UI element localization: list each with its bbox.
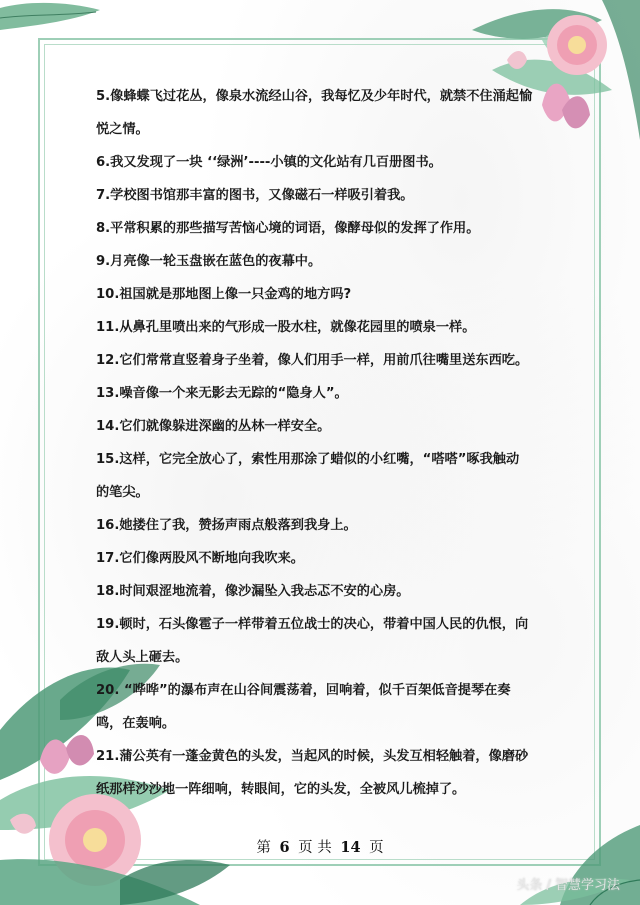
source-watermark: 头条 / 智慧学习法 xyxy=(516,878,620,893)
sentence-item xyxy=(96,575,532,608)
sentence-line: 12.它们常常直竖着身子坐着，像人们用手一样，用前爪往嘴里送东西吃。 xyxy=(96,353,529,368)
sentence-line: 悦之情。 xyxy=(96,122,149,137)
sentence-line: 鸣，在轰响。 xyxy=(96,716,176,731)
sentence-line: 9.月亮像一轮玉盘嵌在蓝色的夜幕中。 xyxy=(96,254,322,269)
sentence-item xyxy=(96,212,532,245)
sentence-line: 20. “哗哗”的瀑布声在山谷间震荡着，回响着，似千百架低音提琴在奏 xyxy=(96,683,511,698)
sentence-item xyxy=(96,179,532,212)
sentence-item xyxy=(96,740,532,806)
sentence-item xyxy=(96,443,532,509)
sentence-item xyxy=(96,674,532,740)
current-page-number: 6 xyxy=(279,839,290,856)
sentence-item xyxy=(96,377,532,410)
sentence-line: 13.噪音像一个来无影去无踪的“隐身人”。 xyxy=(96,386,348,401)
sentence-item xyxy=(96,278,532,311)
sentence-line: 的笔尖。 xyxy=(96,485,149,500)
footer-prefix: 第 xyxy=(256,840,271,856)
footer-suffix: 页 xyxy=(369,840,384,856)
sentence-line: 17.它们像两股风不断地向我吹来。 xyxy=(96,551,304,566)
sentence-item xyxy=(96,542,532,575)
sentence-item xyxy=(96,245,532,278)
sentence-line: 19.顿时，石头像雹子一样带着五位战士的决心，带着中国人民的仇恨，向 xyxy=(96,617,529,632)
sentence-line: 5.像蜂蝶飞过花丛，像泉水流经山谷，我每忆及少年时代，就禁不住涌起愉 xyxy=(96,89,533,104)
page-footer xyxy=(0,836,640,857)
sentence-line: 敌人头上砸去。 xyxy=(96,650,189,665)
sentence-item xyxy=(96,344,532,377)
sentence-line: 纸那样沙沙地一阵细响，转眼间，它的头发，全被风儿梳掉了。 xyxy=(96,782,466,797)
sentence-list xyxy=(96,80,532,806)
sentence-line: 11.从鼻孔里喷出来的气形成一股水柱，就像花园里的喷泉一样。 xyxy=(96,320,476,335)
sentence-item xyxy=(96,608,532,674)
sentence-line: 6.我又发现了一块 ‘‘绿洲’----小镇的文化站有几百册图书。 xyxy=(96,155,442,170)
total-page-number: 14 xyxy=(340,839,361,856)
sentence-line: 10.祖国就是那地图上像一只金鸡的地方吗? xyxy=(96,287,352,302)
sentence-item xyxy=(96,311,532,344)
sentence-item xyxy=(96,509,532,542)
top-left-leaf-decoration xyxy=(0,0,110,50)
sentence-item xyxy=(96,80,532,146)
sentence-line: 18.时间艰涩地流着，像沙漏坠入我忐忑不安的心房。 xyxy=(96,584,410,599)
sentence-item xyxy=(96,410,532,443)
sentence-line: 16.她搂住了我，赞扬声雨点般落到我身上。 xyxy=(96,518,357,533)
sentence-line: 8.平常积累的那些描写苦恼心境的词语，像酵母似的发挥了作用。 xyxy=(96,221,480,236)
footer-middle: 页 共 xyxy=(298,840,332,856)
sentence-line: 14.它们就像躲进深幽的丛林一样安全。 xyxy=(96,419,331,434)
sentence-line: 7.学校图书馆那丰富的图书，又像磁石一样吸引着我。 xyxy=(96,188,414,203)
sentence-line: 15.这样，它完全放心了，索性用那涂了蜡似的小红嘴，“嗒嗒”啄我触动 xyxy=(96,452,520,467)
sentence-item xyxy=(96,146,532,179)
sentence-line: 21.蒲公英有一蓬金黄色的头发，当起风的时候，头发互相轻触着，像磨砂 xyxy=(96,749,529,764)
